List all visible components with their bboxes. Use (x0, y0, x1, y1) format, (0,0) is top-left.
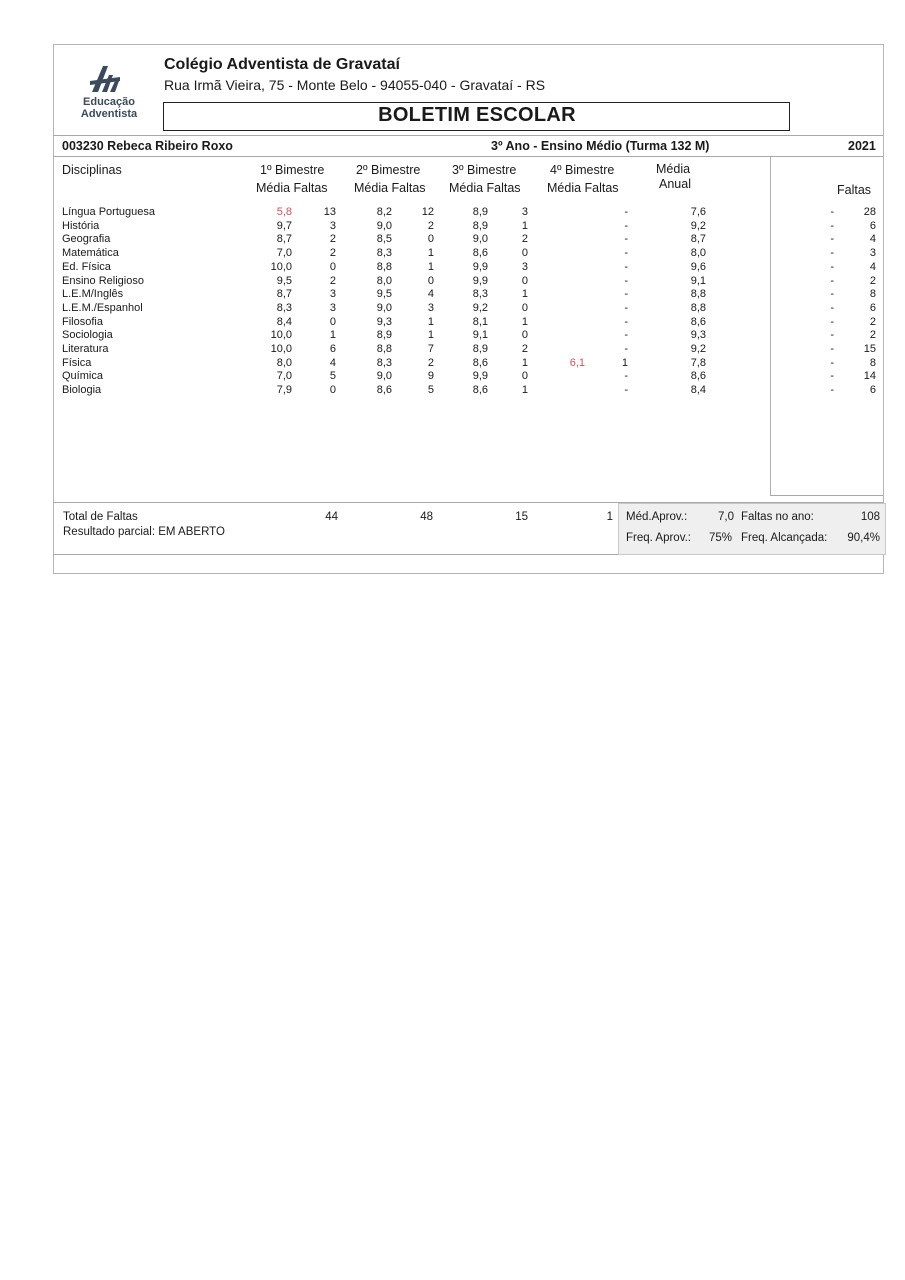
b3-media-cell: 8,6 (472, 356, 488, 369)
anual-dash-cell: - (830, 329, 834, 342)
b3-faltas-cell: 0 (521, 247, 528, 260)
b4-media-cell: 6,1 (569, 356, 585, 369)
b3-faltas-cell: 0 (521, 274, 528, 287)
logo-line2: Adventista (80, 108, 138, 120)
b2-media-cell: 9,0 (376, 370, 392, 383)
b2-media-cell: 8,5 (376, 233, 392, 246)
b3-media-cell: 9,9 (472, 370, 488, 383)
disciplina-cell: Matemática (62, 247, 119, 260)
b4-faltas-cell: - (624, 315, 628, 328)
total-faltas-b1: 44 (325, 511, 338, 523)
med-aprov-label: Méd.Aprov.: (626, 511, 688, 523)
faltas-total-cell: 4 (869, 260, 876, 273)
faltas-total-cell: 14 (863, 370, 876, 383)
b2-faltas-cell: 0 (427, 233, 434, 246)
b1-media-cell: 9,7 (276, 219, 292, 232)
b2-faltas-cell: 4 (427, 288, 434, 301)
anual-dash-cell: - (830, 206, 834, 218)
adventist-logo-icon (88, 64, 122, 94)
b3-media-cell: 8,6 (472, 384, 488, 397)
header-media: Média (656, 162, 691, 176)
faltas-total-cell: 6 (869, 301, 876, 314)
b2-faltas-cell: 7 (427, 343, 434, 355)
b1-media-cell: 10,0 (270, 329, 292, 342)
faltas-total-cell: 8 (869, 356, 876, 369)
b1-faltas-cell: 3 (329, 288, 336, 301)
media-anual-cell: 8,7 (690, 233, 706, 246)
b3-media-cell: 9,0 (472, 233, 488, 246)
b4-faltas-cell: - (624, 219, 628, 232)
b3-media-cell: 9,1 (472, 329, 488, 342)
b2-faltas-cell: 3 (427, 301, 434, 314)
media-anual-cell: 8,4 (690, 384, 706, 397)
table-row (0, 219, 905, 233)
b2-faltas-cell: 2 (427, 219, 434, 232)
faltas-ano-label: Faltas no ano: (741, 511, 814, 523)
b4-faltas-cell: - (624, 343, 628, 355)
school-year: 2021 (848, 139, 876, 153)
b4-faltas-cell: - (624, 260, 628, 273)
b3-faltas-cell: 1 (521, 356, 528, 369)
b3-faltas-cell: 1 (521, 315, 528, 328)
b2-media-cell: 9,0 (376, 301, 392, 314)
b1-media-cell: 8,4 (276, 315, 292, 328)
b3-media-cell: 8,9 (472, 343, 488, 355)
anual-dash-cell: - (830, 233, 834, 246)
b2-faltas-cell: 2 (427, 356, 434, 369)
anual-dash-cell: - (830, 315, 834, 328)
faltas-total-cell: 3 (869, 247, 876, 260)
media-anual-cell: 7,8 (690, 356, 706, 369)
school-address: Rua Irmã Vieira, 75 - Monte Belo - 94055-040 - Gravataí - RS (164, 77, 546, 93)
media-anual-cell: 9,1 (690, 274, 706, 287)
anual-dash-cell: - (830, 356, 834, 369)
b4-faltas-cell: - (624, 274, 628, 287)
b3-faltas-cell: 3 (521, 260, 528, 273)
b2-media-cell: 8,8 (376, 260, 392, 273)
header-faltas: Faltas (837, 183, 872, 197)
b3-faltas-cell: 0 (521, 329, 528, 342)
divider (53, 156, 883, 157)
b3-faltas-cell: 2 (521, 233, 528, 246)
b1-media-cell: 8,3 (276, 301, 292, 314)
b1-media-cell: 7,9 (276, 384, 292, 397)
b3-media-cell: 8,1 (472, 315, 488, 328)
b1-faltas-cell: 2 (329, 274, 336, 287)
anual-dash-cell: - (830, 274, 834, 287)
b2-media-cell: 9,5 (376, 288, 392, 301)
faltas-total-cell: 6 (869, 219, 876, 232)
b3-faltas-cell: 3 (521, 206, 528, 218)
divider (770, 495, 883, 496)
table-row (0, 232, 905, 246)
table-row (0, 274, 905, 288)
disciplina-cell: L.E.M./Espanhol (62, 301, 143, 314)
class-info: 3º Ano - Ensino Médio (Turma 132 M) (491, 139, 710, 153)
media-anual-cell: 9,3 (690, 329, 706, 342)
b4-faltas-cell: - (624, 329, 628, 342)
faltas-total-cell: 15 (863, 343, 876, 355)
b1-media-cell: 9,5 (276, 274, 292, 287)
media-anual-cell: 9,2 (690, 343, 706, 355)
b3-media-cell: 8,6 (472, 247, 488, 260)
total-faltas-b3: 15 (515, 511, 528, 523)
disciplina-cell: Filosofia (62, 315, 103, 328)
disciplina-cell: Literatura (62, 343, 109, 355)
total-faltas-label: Total de Faltas (63, 511, 138, 523)
table-row (0, 315, 905, 329)
anual-dash-cell: - (830, 370, 834, 383)
table-row (0, 260, 905, 274)
anual-dash-cell: - (830, 219, 834, 232)
table-row (0, 287, 905, 301)
b2-faltas-cell: 9 (427, 370, 434, 383)
faltas-total-cell: 8 (869, 288, 876, 301)
b2-media-cell: 8,6 (376, 384, 392, 397)
b4-faltas-cell: - (624, 301, 628, 314)
b2-media-cell: 8,9 (376, 329, 392, 342)
media-anual-cell: 8,8 (690, 288, 706, 301)
header-b4: 4º Bimestre (550, 163, 615, 177)
freq-alcancada-label: Freq. Alcançada: (741, 532, 828, 544)
total-faltas-b2: 48 (420, 511, 433, 523)
b1-faltas-cell: 3 (329, 301, 336, 314)
anual-dash-cell: - (830, 384, 834, 397)
media-anual-cell: 8,6 (690, 315, 706, 328)
b2-media-cell: 8,3 (376, 356, 392, 369)
b3-faltas-cell: 1 (521, 288, 528, 301)
media-anual-cell: 8,8 (690, 301, 706, 314)
header-b3: 3º Bimestre (452, 163, 517, 177)
b1-media-cell: 10,0 (270, 343, 292, 355)
anual-dash-cell: - (830, 343, 834, 355)
b3-media-cell: 9,9 (472, 274, 488, 287)
b3-media-cell: 8,9 (472, 219, 488, 232)
resultado-parcial: Resultado parcial: EM ABERTO (63, 526, 225, 538)
anual-dash-cell: - (830, 247, 834, 260)
b4-faltas-cell: - (624, 288, 628, 301)
table-row (0, 205, 905, 219)
total-faltas-b4: 1 (606, 511, 613, 523)
b2-media-cell: 8,8 (376, 343, 392, 355)
divider (53, 135, 883, 136)
media-anual-cell: 9,2 (690, 219, 706, 232)
b3-media-cell: 8,3 (472, 288, 488, 301)
disciplina-cell: Língua Portuguesa (62, 206, 155, 218)
faltas-total-cell: 4 (869, 233, 876, 246)
disciplina-cell: L.E.M/Inglês (62, 288, 124, 301)
b1-media-cell: 7,0 (276, 370, 292, 383)
b4-faltas-cell: - (624, 370, 628, 383)
b2-media-cell: 8,3 (376, 247, 392, 260)
b2-media-cell: 9,3 (376, 315, 392, 328)
b1-faltas-cell: 4 (329, 356, 336, 369)
anual-dash-cell: - (830, 260, 834, 273)
disciplina-cell: Física (62, 356, 92, 369)
freq-aprov-value: 75% (709, 532, 733, 544)
b3-media-cell: 8,9 (472, 206, 488, 218)
header-b3-sub: Média Faltas (449, 181, 521, 195)
disciplina-cell: Química (62, 370, 103, 383)
faltas-ano-value: 108 (860, 511, 880, 523)
disciplina-cell: História (62, 219, 100, 232)
table-row (0, 246, 905, 260)
disciplina-cell: Sociologia (62, 329, 113, 342)
b3-faltas-cell: 2 (521, 343, 528, 355)
b2-media-cell: 8,2 (376, 206, 392, 218)
page-title: BOLETIM ESCOLAR (378, 104, 576, 126)
b2-faltas-cell: 0 (427, 274, 434, 287)
b3-faltas-cell: 1 (521, 384, 528, 397)
b1-media-cell: 7,0 (276, 247, 292, 260)
b1-faltas-cell: 3 (329, 219, 336, 232)
disciplina-cell: Biologia (62, 384, 102, 397)
faltas-total-cell: 2 (869, 329, 876, 342)
b3-faltas-cell: 0 (521, 301, 528, 314)
header-b2: 2º Bimestre (356, 163, 421, 177)
header-b1: 1º Bimestre (260, 163, 325, 177)
media-anual-cell: 7,6 (690, 206, 706, 218)
b4-faltas-cell: - (624, 233, 628, 246)
disciplina-cell: Ed. Física (62, 260, 111, 273)
b1-faltas-cell: 13 (323, 206, 336, 218)
logo-text (56, 96, 162, 120)
header-b4-sub: Média Faltas (547, 181, 619, 195)
b2-faltas-cell: 12 (421, 206, 434, 218)
b4-faltas-cell: - (624, 247, 628, 260)
b2-faltas-cell: 1 (427, 260, 434, 273)
b1-faltas-cell: 2 (329, 233, 336, 246)
header-disciplinas: Disciplinas (62, 163, 122, 177)
anual-dash-cell: - (830, 301, 834, 314)
media-anual-cell: 8,0 (690, 247, 706, 260)
table-row (0, 342, 905, 356)
b3-faltas-cell: 1 (521, 219, 528, 232)
anual-dash-cell: - (830, 288, 834, 301)
b1-media-cell: 10,0 (270, 260, 292, 273)
med-aprov-value: 7,0 (718, 511, 734, 523)
faltas-total-cell: 6 (869, 384, 876, 397)
b1-faltas-cell: 6 (329, 343, 336, 355)
table-row (0, 301, 905, 315)
header-anual: Anual (659, 177, 691, 191)
b1-media-cell: 8,0 (276, 356, 292, 369)
b3-media-cell: 9,2 (472, 301, 488, 314)
table-row (0, 328, 905, 342)
faltas-total-cell: 28 (863, 206, 876, 218)
header-b2-sub: Média Faltas (354, 181, 426, 195)
b1-media-cell: 8,7 (276, 288, 292, 301)
b1-media-cell: 8,7 (276, 233, 292, 246)
b2-faltas-cell: 1 (427, 247, 434, 260)
table-row (0, 383, 905, 397)
b1-faltas-cell: 1 (329, 329, 336, 342)
faltas-total-cell: 2 (869, 315, 876, 328)
logo-line1: Educação (83, 96, 135, 108)
header-b1-sub: Média Faltas (256, 181, 328, 195)
media-anual-cell: 8,6 (690, 370, 706, 383)
b1-faltas-cell: 0 (329, 315, 336, 328)
b1-faltas-cell: 0 (329, 384, 336, 397)
b3-media-cell: 9,9 (472, 260, 488, 273)
b2-media-cell: 8,0 (376, 274, 392, 287)
table-row (0, 369, 905, 383)
student-id-name: 003230 Rebeca Ribeiro Roxo (62, 139, 233, 153)
faltas-total-cell: 2 (869, 274, 876, 287)
b1-media-cell: 5,8 (276, 206, 292, 218)
disciplina-cell: Ensino Religioso (62, 274, 144, 287)
b4-faltas-cell: - (624, 206, 628, 218)
b2-faltas-cell: 1 (427, 329, 434, 342)
b2-faltas-cell: 1 (427, 315, 434, 328)
b1-faltas-cell: 5 (329, 370, 336, 383)
b3-faltas-cell: 0 (521, 370, 528, 383)
b1-faltas-cell: 2 (329, 247, 336, 260)
freq-alcancada-value: 90,4% (847, 532, 880, 544)
school-name: Colégio Adventista de Gravataí (164, 56, 400, 73)
table-row (0, 356, 905, 370)
b4-faltas-cell: 1 (621, 356, 628, 369)
b1-faltas-cell: 0 (329, 260, 336, 273)
freq-aprov-label: Freq. Aprov.: (626, 532, 691, 544)
b4-faltas-cell: - (624, 384, 628, 397)
b2-media-cell: 9,0 (376, 219, 392, 232)
media-anual-cell: 9,6 (690, 260, 706, 273)
b2-faltas-cell: 5 (427, 384, 434, 397)
disciplina-cell: Geografia (62, 233, 111, 246)
